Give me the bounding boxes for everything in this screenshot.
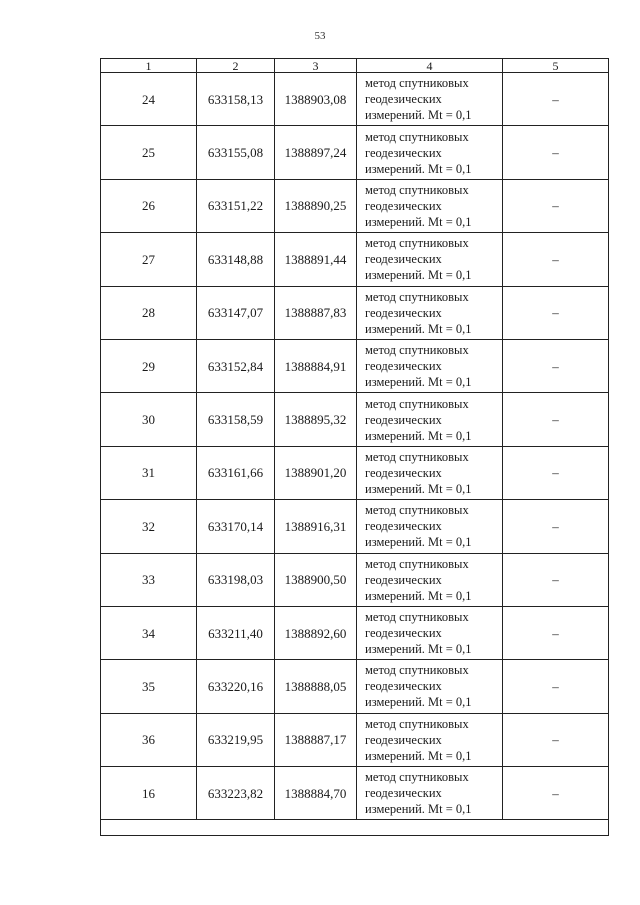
method-line-1: метод спутниковых xyxy=(365,182,469,197)
method-line-1: метод спутниковых xyxy=(365,343,469,358)
method-line-2: геодезических xyxy=(365,572,442,587)
point-number-cell: 26 xyxy=(101,179,197,232)
method-line-1: метод спутниковых xyxy=(365,663,469,678)
x-coordinate-cell: 633223,82 xyxy=(197,767,275,820)
note-cell: – xyxy=(503,233,609,286)
method-cell xyxy=(357,339,503,392)
x-coordinate-cell: 633147,07 xyxy=(197,286,275,339)
method-line-3: измерений. Mt = 0,1 xyxy=(365,535,472,550)
method-line-3: измерений. Mt = 0,1 xyxy=(365,588,472,603)
y-coordinate-cell: 1388890,25 xyxy=(275,179,357,232)
method-line-1: метод спутниковых xyxy=(365,76,469,91)
header-cell-3: 3 xyxy=(275,59,357,73)
y-coordinate-cell: 1388900,50 xyxy=(275,553,357,606)
point-number-cell: 29 xyxy=(101,339,197,392)
table-row xyxy=(101,713,609,766)
point-number-cell: 24 xyxy=(101,73,197,126)
method-cell xyxy=(357,73,503,126)
header-cell-2: 2 xyxy=(197,59,275,73)
table-row xyxy=(101,126,609,179)
table-row xyxy=(101,446,609,499)
method-cell xyxy=(357,393,503,446)
method-cell xyxy=(357,126,503,179)
table-row xyxy=(101,339,609,392)
method-cell xyxy=(357,233,503,286)
y-coordinate-cell: 1388901,20 xyxy=(275,446,357,499)
method-line-1: метод спутниковых xyxy=(365,556,469,571)
table-row xyxy=(101,286,609,339)
table-row xyxy=(101,233,609,286)
note-cell: – xyxy=(503,767,609,820)
y-coordinate-cell: 1388884,91 xyxy=(275,339,357,392)
point-number-cell: 30 xyxy=(101,393,197,446)
table-empty-row xyxy=(101,820,609,836)
method-cell xyxy=(357,606,503,659)
note-cell: – xyxy=(503,660,609,713)
method-line-1: метод спутниковых xyxy=(365,503,469,518)
coordinates-table xyxy=(100,58,609,836)
note-cell: – xyxy=(503,393,609,446)
method-line-2: геодезических xyxy=(365,519,442,534)
note-cell: – xyxy=(503,179,609,232)
table-row xyxy=(101,767,609,820)
y-coordinate-cell: 1388916,31 xyxy=(275,500,357,553)
note-cell: – xyxy=(503,500,609,553)
method-line-2: геодезических xyxy=(365,305,442,320)
x-coordinate-cell: 633155,08 xyxy=(197,126,275,179)
method-line-3: измерений. Mt = 0,1 xyxy=(365,481,472,496)
point-number-cell: 33 xyxy=(101,553,197,606)
point-number-cell: 25 xyxy=(101,126,197,179)
method-line-3: измерений. Mt = 0,1 xyxy=(365,428,472,443)
method-line-2: геодезических xyxy=(365,732,442,747)
y-coordinate-cell: 1388891,44 xyxy=(275,233,357,286)
empty-cell xyxy=(101,820,609,836)
method-line-2: геодезических xyxy=(365,626,442,641)
point-number-cell: 31 xyxy=(101,446,197,499)
point-number-cell: 35 xyxy=(101,660,197,713)
x-coordinate-cell: 633220,16 xyxy=(197,660,275,713)
x-coordinate-cell: 633211,40 xyxy=(197,606,275,659)
table-row xyxy=(101,553,609,606)
note-cell: – xyxy=(503,286,609,339)
x-coordinate-cell: 633170,14 xyxy=(197,500,275,553)
method-line-1: метод спутниковых xyxy=(365,396,469,411)
method-line-3: измерений. Mt = 0,1 xyxy=(365,748,472,763)
header-cell-4: 4 xyxy=(357,59,503,73)
method-cell xyxy=(357,286,503,339)
x-coordinate-cell: 633158,59 xyxy=(197,393,275,446)
table-row xyxy=(101,606,609,659)
method-cell xyxy=(357,446,503,499)
y-coordinate-cell: 1388887,17 xyxy=(275,713,357,766)
method-line-2: геодезических xyxy=(365,786,442,801)
note-cell: – xyxy=(503,606,609,659)
table-row xyxy=(101,500,609,553)
method-line-2: геодезических xyxy=(365,145,442,160)
method-line-2: геодезических xyxy=(365,679,442,694)
method-line-3: измерений. Mt = 0,1 xyxy=(365,695,472,710)
note-cell: – xyxy=(503,713,609,766)
method-line-2: геодезических xyxy=(365,92,442,107)
method-line-1: метод спутниковых xyxy=(365,770,469,785)
method-line-3: измерений. Mt = 0,1 xyxy=(365,642,472,657)
y-coordinate-cell: 1388887,83 xyxy=(275,286,357,339)
table-row xyxy=(101,73,609,126)
method-line-3: измерений. Mt = 0,1 xyxy=(365,214,472,229)
method-line-1: метод спутниковых xyxy=(365,716,469,731)
x-coordinate-cell: 633148,88 xyxy=(197,233,275,286)
method-cell xyxy=(357,767,503,820)
method-line-2: геодезических xyxy=(365,465,442,480)
y-coordinate-cell: 1388888,05 xyxy=(275,660,357,713)
table-row xyxy=(101,660,609,713)
method-cell xyxy=(357,179,503,232)
method-line-2: геодезических xyxy=(365,412,442,427)
method-line-2: геодезических xyxy=(365,359,442,374)
method-line-1: метод спутниковых xyxy=(365,610,469,625)
method-cell xyxy=(357,713,503,766)
method-line-3: измерений. Mt = 0,1 xyxy=(365,268,472,283)
header-cell-1: 1 xyxy=(101,59,197,73)
point-number-cell: 16 xyxy=(101,767,197,820)
table-row xyxy=(101,393,609,446)
method-cell xyxy=(357,500,503,553)
y-coordinate-cell: 1388895,32 xyxy=(275,393,357,446)
table-row xyxy=(101,179,609,232)
y-coordinate-cell: 1388897,24 xyxy=(275,126,357,179)
note-cell: – xyxy=(503,73,609,126)
note-cell: – xyxy=(503,446,609,499)
note-cell: – xyxy=(503,553,609,606)
method-line-3: измерений. Mt = 0,1 xyxy=(365,375,472,390)
x-coordinate-cell: 633219,95 xyxy=(197,713,275,766)
note-cell: – xyxy=(503,126,609,179)
header-cell-5: 5 xyxy=(503,59,609,73)
x-coordinate-cell: 633158,13 xyxy=(197,73,275,126)
y-coordinate-cell: 1388884,70 xyxy=(275,767,357,820)
method-line-1: метод спутниковых xyxy=(365,236,469,251)
x-coordinate-cell: 633161,66 xyxy=(197,446,275,499)
y-coordinate-cell: 1388903,08 xyxy=(275,73,357,126)
method-line-3: измерений. Mt = 0,1 xyxy=(365,108,472,123)
method-line-3: измерений. Mt = 0,1 xyxy=(365,321,472,336)
y-coordinate-cell: 1388892,60 xyxy=(275,606,357,659)
point-number-cell: 36 xyxy=(101,713,197,766)
method-line-2: геодезических xyxy=(365,198,442,213)
note-cell: – xyxy=(503,339,609,392)
method-line-3: измерений. Mt = 0,1 xyxy=(365,161,472,176)
point-number-cell: 28 xyxy=(101,286,197,339)
method-cell xyxy=(357,553,503,606)
method-line-2: геодезических xyxy=(365,252,442,267)
point-number-cell: 34 xyxy=(101,606,197,659)
x-coordinate-cell: 633152,84 xyxy=(197,339,275,392)
method-line-3: измерений. Mt = 0,1 xyxy=(365,802,472,817)
page-number: 53 xyxy=(314,30,326,42)
point-number-cell: 27 xyxy=(101,233,197,286)
x-coordinate-cell: 633151,22 xyxy=(197,179,275,232)
method-line-1: метод спутниковых xyxy=(365,449,469,464)
method-line-1: метод спутниковых xyxy=(365,129,469,144)
table-header-row xyxy=(101,59,609,73)
point-number-cell: 32 xyxy=(101,500,197,553)
x-coordinate-cell: 633198,03 xyxy=(197,553,275,606)
method-line-1: метод спутниковых xyxy=(365,289,469,304)
method-cell xyxy=(357,660,503,713)
